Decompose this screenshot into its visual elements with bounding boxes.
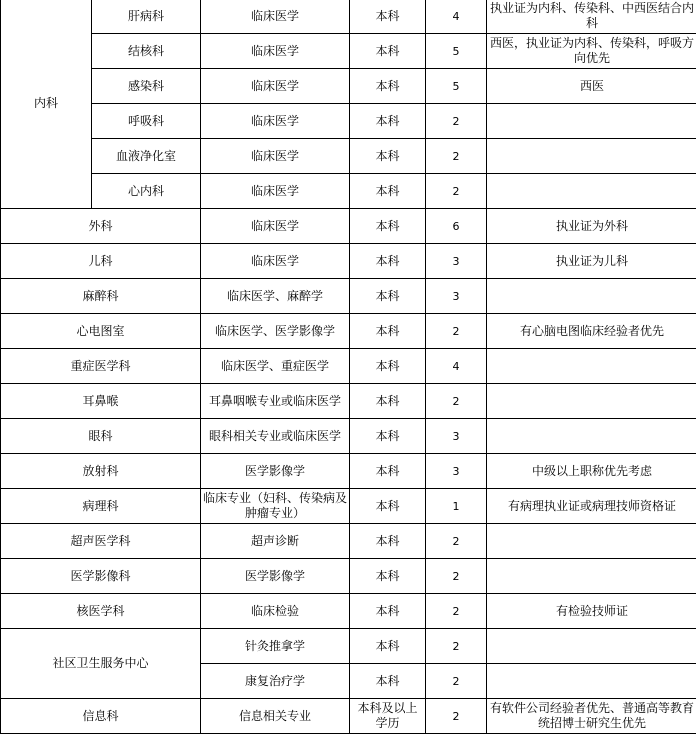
sub-dept-cell: 心内科 — [92, 174, 201, 209]
table-row — [1, 699, 696, 734]
education-cell: 本科 — [350, 279, 426, 314]
note-cell — [487, 174, 696, 209]
note-cell: 执业证为外科 — [487, 209, 696, 244]
table-row — [1, 349, 696, 384]
table-row — [1, 384, 696, 419]
note-cell — [487, 139, 696, 174]
dept-cell: 眼科 — [1, 419, 201, 454]
sub-dept-cell: 肝病科 — [92, 0, 201, 34]
note-cell — [487, 104, 696, 139]
dept-cell: 麻醉科 — [1, 279, 201, 314]
major-cell: 针灸推拿学 — [201, 629, 350, 664]
education-cell: 本科 — [350, 664, 426, 699]
table-row — [1, 279, 696, 314]
count-cell: 3 — [426, 419, 487, 454]
major-cell: 临床医学、医学影像学 — [201, 314, 350, 349]
note-cell — [487, 524, 696, 559]
major-cell: 临床医学 — [201, 0, 350, 34]
major-cell: 超声诊断 — [201, 524, 350, 559]
table-row — [1, 594, 696, 629]
major-cell: 临床医学 — [201, 139, 350, 174]
education-cell: 本科 — [350, 524, 426, 559]
note-cell: 西医 — [487, 69, 696, 104]
count-cell: 2 — [426, 629, 487, 664]
table-row — [1, 174, 696, 209]
count-cell: 2 — [426, 594, 487, 629]
table-row — [1, 209, 696, 244]
note-cell: 中级以上职称优先考虑 — [487, 454, 696, 489]
dept-cell: 耳鼻喉 — [1, 384, 201, 419]
note-cell: 有心脑电图临床经验者优先 — [487, 314, 696, 349]
dept-group-cell: 社区卫生服务中心 — [1, 629, 201, 699]
sub-dept-cell: 呼吸科 — [92, 104, 201, 139]
table-row — [1, 559, 696, 594]
education-cell: 本科 — [350, 69, 426, 104]
education-cell: 本科 — [350, 489, 426, 524]
education-cell: 本科 — [350, 34, 426, 69]
count-cell: 5 — [426, 34, 487, 69]
major-cell: 临床医学 — [201, 174, 350, 209]
education-cell: 本科 — [350, 419, 426, 454]
count-cell: 4 — [426, 349, 487, 384]
count-cell: 5 — [426, 69, 487, 104]
note-cell — [487, 559, 696, 594]
table-row — [1, 69, 696, 104]
dept-cell: 核医学科 — [1, 594, 201, 629]
table-row — [1, 629, 696, 664]
dept-cell: 信息科 — [1, 699, 201, 734]
count-cell: 2 — [426, 559, 487, 594]
note-cell — [487, 279, 696, 314]
count-cell: 4 — [426, 0, 487, 34]
note-cell — [487, 384, 696, 419]
dept-cell: 外科 — [1, 209, 201, 244]
table-row — [1, 454, 696, 489]
education-cell: 本科 — [350, 559, 426, 594]
count-cell: 2 — [426, 314, 487, 349]
education-cell: 本科 — [350, 349, 426, 384]
major-cell: 耳鼻咽喉专业或临床医学 — [201, 384, 350, 419]
education-cell: 本科 — [350, 174, 426, 209]
count-cell: 2 — [426, 699, 487, 734]
dept-cell: 放射科 — [1, 454, 201, 489]
note-cell: 执业证为内科、传染科、中西医结合内科 — [487, 0, 696, 34]
major-cell: 临床专业（妇科、传染病及肿瘤专业） — [201, 489, 350, 524]
table-row — [1, 34, 696, 69]
note-cell — [487, 419, 696, 454]
note-cell: 有软件公司经验者优先、普通高等教育统招博士研究生优先 — [487, 699, 696, 734]
sub-dept-cell: 血液净化室 — [92, 139, 201, 174]
major-cell: 临床医学 — [201, 209, 350, 244]
education-cell: 本科 — [350, 244, 426, 279]
education-cell: 本科 — [350, 104, 426, 139]
count-cell: 2 — [426, 104, 487, 139]
note-cell: 有病理执业证或病理技师资格证 — [487, 489, 696, 524]
table-row — [1, 524, 696, 559]
dept-cell: 病理科 — [1, 489, 201, 524]
major-cell: 临床医学、麻醉学 — [201, 279, 350, 314]
dept-cell: 医学影像科 — [1, 559, 201, 594]
count-cell: 2 — [426, 384, 487, 419]
education-cell: 本科 — [350, 0, 426, 34]
count-cell: 2 — [426, 139, 487, 174]
dept-cell: 心电图室 — [1, 314, 201, 349]
dept-group-cell: 内科 — [1, 0, 92, 209]
sub-dept-cell: 结核科 — [92, 34, 201, 69]
note-cell — [487, 664, 696, 699]
count-cell: 1 — [426, 489, 487, 524]
count-cell: 2 — [426, 174, 487, 209]
note-cell — [487, 349, 696, 384]
education-cell: 本科 — [350, 594, 426, 629]
count-cell: 3 — [426, 279, 487, 314]
table-row — [1, 419, 696, 454]
major-cell: 临床医学 — [201, 69, 350, 104]
count-cell: 2 — [426, 524, 487, 559]
count-cell: 2 — [426, 664, 487, 699]
major-cell: 信息相关专业 — [201, 699, 350, 734]
education-cell: 本科 — [350, 629, 426, 664]
major-cell: 医学影像学 — [201, 454, 350, 489]
major-cell: 康复治疗学 — [201, 664, 350, 699]
note-cell: 西医，执业证为内科、传染科，呼吸方向优先 — [487, 34, 696, 69]
dept-cell: 超声医学科 — [1, 524, 201, 559]
major-cell: 眼科相关专业或临床医学 — [201, 419, 350, 454]
table-row — [1, 0, 696, 34]
major-cell: 临床医学 — [201, 34, 350, 69]
major-cell: 医学影像学 — [201, 559, 350, 594]
major-cell: 临床医学 — [201, 104, 350, 139]
education-cell: 本科 — [350, 139, 426, 174]
table-row — [1, 244, 696, 279]
dept-cell: 儿科 — [1, 244, 201, 279]
major-cell: 临床检验 — [201, 594, 350, 629]
count-cell: 6 — [426, 209, 487, 244]
education-cell: 本科 — [350, 454, 426, 489]
major-cell: 临床医学 — [201, 244, 350, 279]
major-cell: 临床医学、重症医学 — [201, 349, 350, 384]
table-row — [1, 314, 696, 349]
education-cell: 本科 — [350, 384, 426, 419]
count-cell: 3 — [426, 244, 487, 279]
table-row — [1, 489, 696, 524]
note-cell — [487, 629, 696, 664]
sub-dept-cell: 感染科 — [92, 69, 201, 104]
note-cell: 有检验技师证 — [487, 594, 696, 629]
table-row — [1, 139, 696, 174]
education-cell: 本科 — [350, 314, 426, 349]
dept-cell: 重症医学科 — [1, 349, 201, 384]
education-cell: 本科及以上学历 — [350, 699, 426, 734]
note-cell: 执业证为儿科 — [487, 244, 696, 279]
count-cell: 3 — [426, 454, 487, 489]
table-row — [1, 104, 696, 139]
education-cell: 本科 — [350, 209, 426, 244]
